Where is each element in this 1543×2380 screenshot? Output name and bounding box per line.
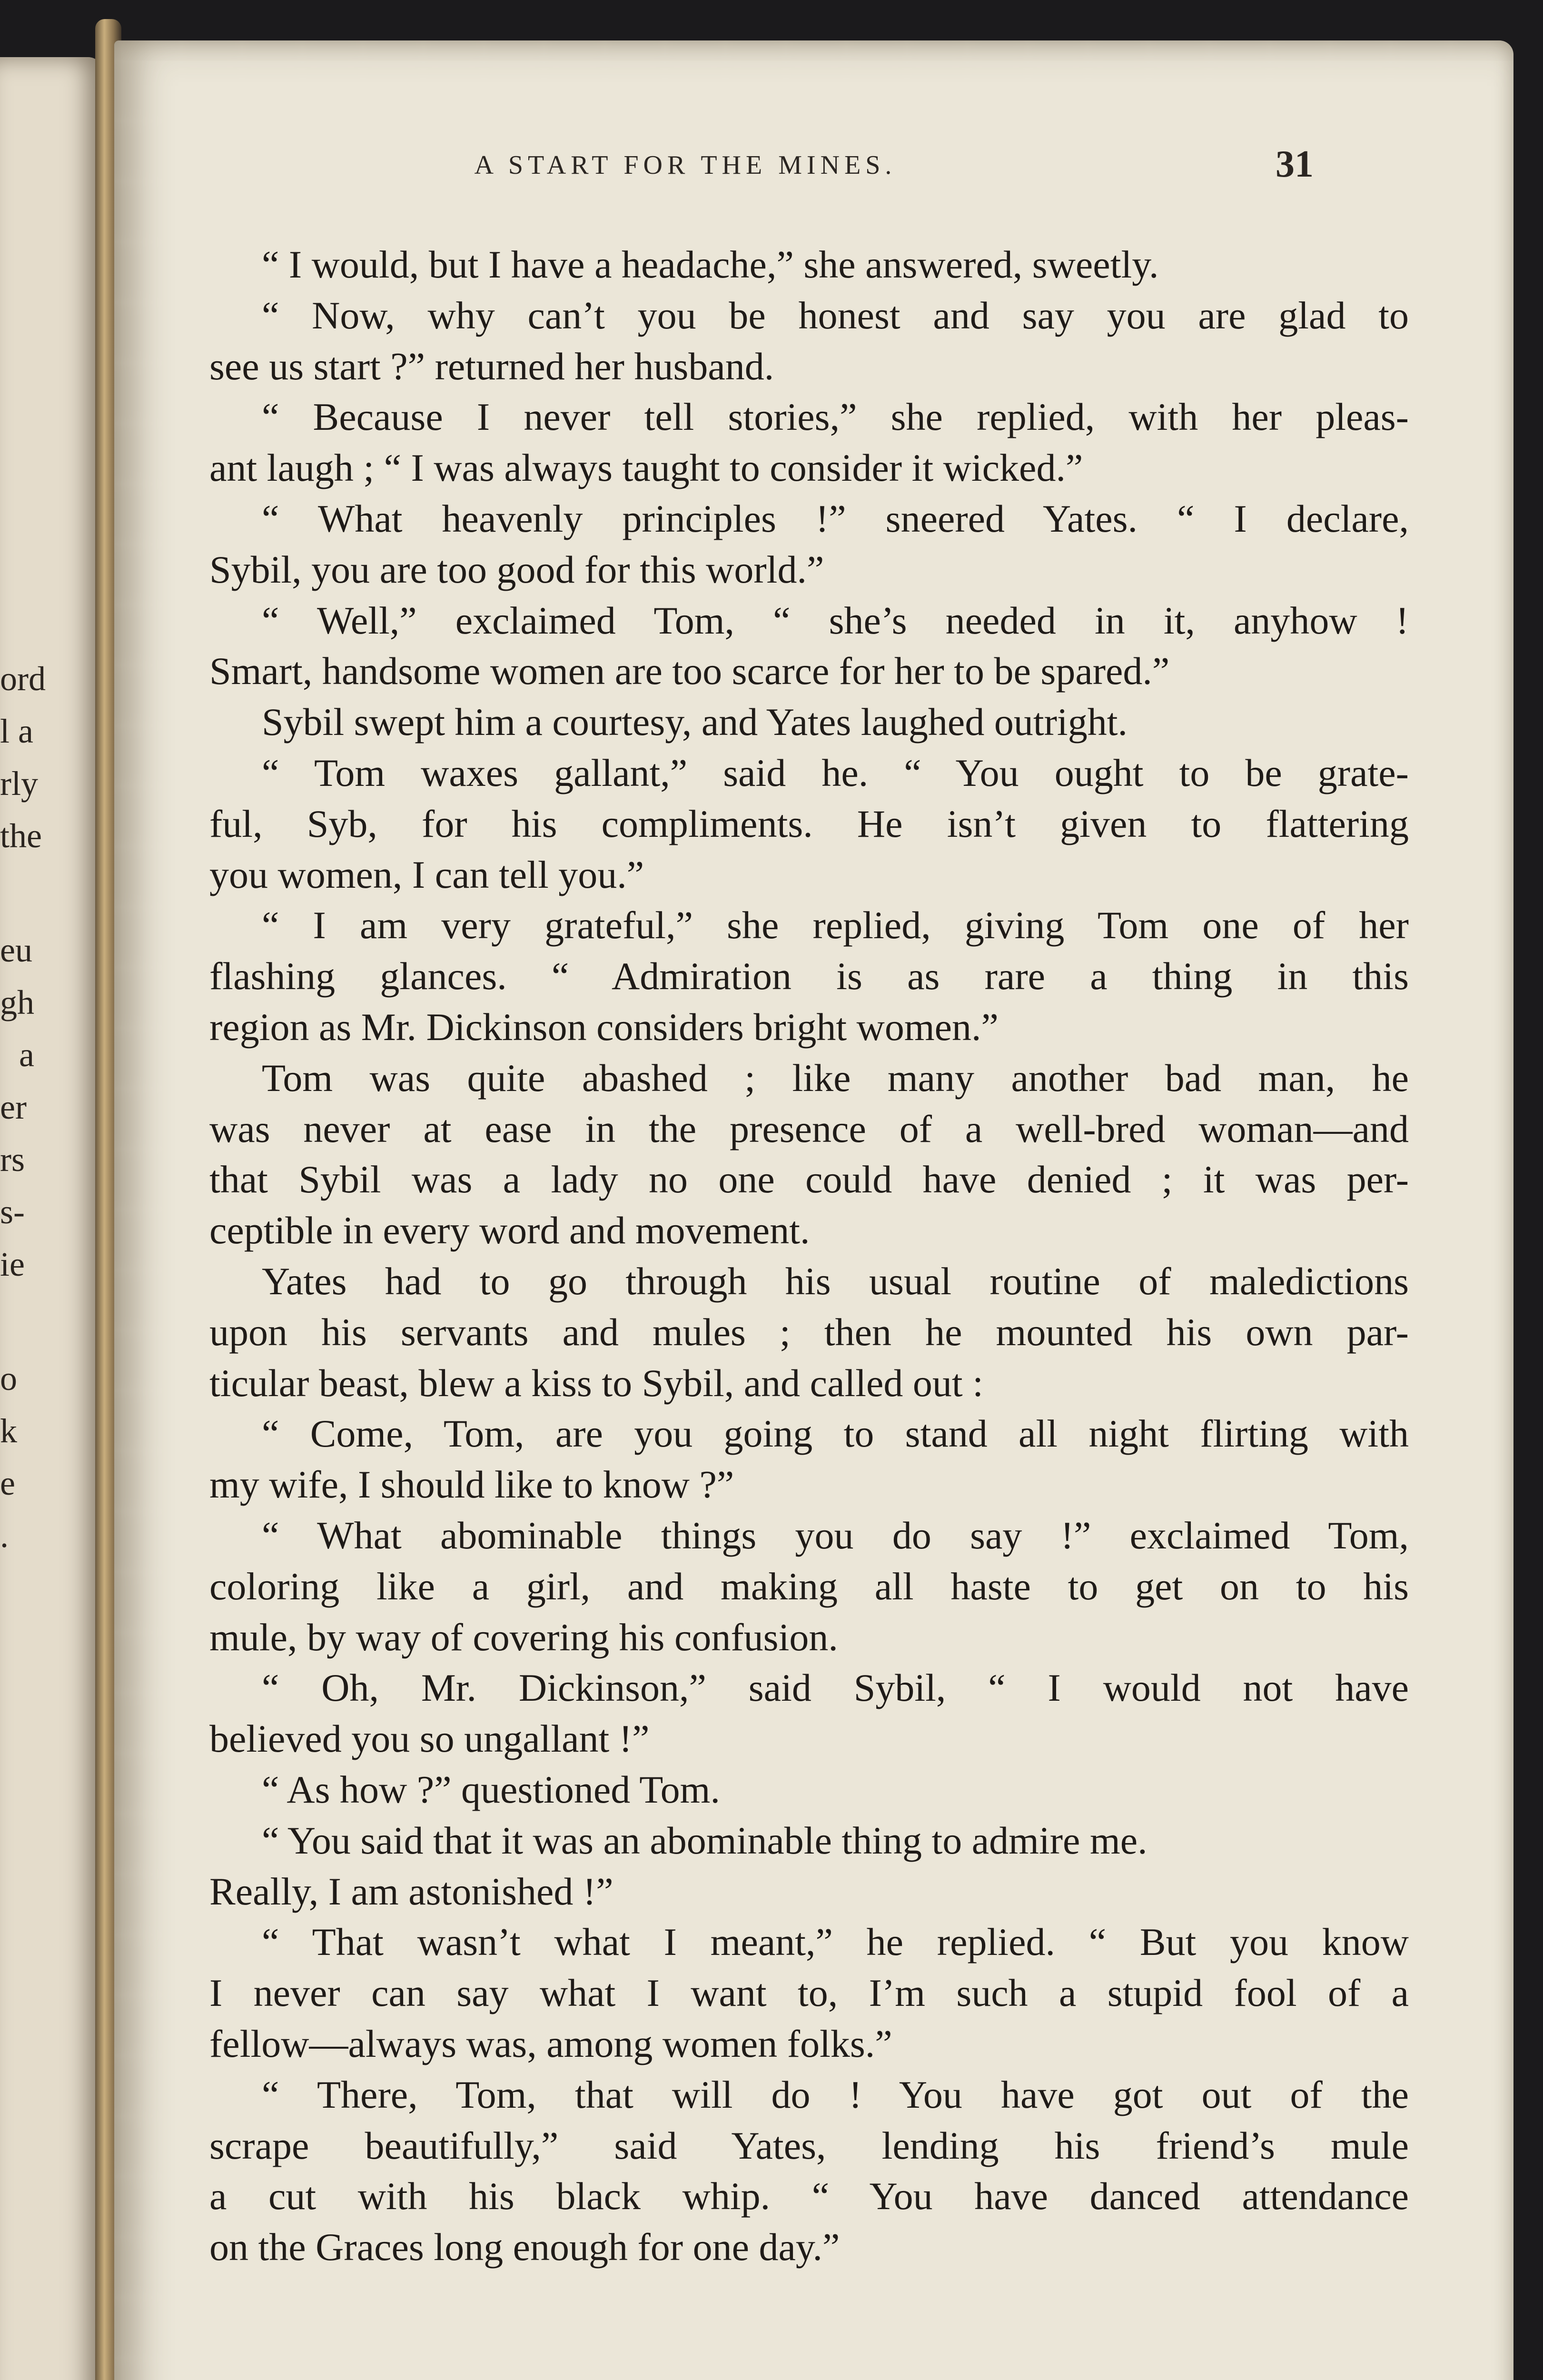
left-page-fragment: the — [0, 817, 42, 855]
text-line: “ Because I never tell stories,” she replied, with her pleas- — [262, 395, 1409, 439]
text-line: “ I am very grateful,” she replied, giving Tom one of her — [262, 903, 1409, 947]
text-line: was never at ease in the presence of a well-bred woman—and — [209, 1107, 1409, 1150]
left-page-fragment: a — [19, 1036, 34, 1074]
running-head: A START FOR THE MINES. — [474, 150, 897, 180]
text-line: “ Now, why can’t you be honest and say you are glad to — [262, 293, 1409, 337]
left-page-fragment: s- — [0, 1193, 25, 1231]
text-line: mule, by way of covering his confusion. — [209, 1615, 838, 1659]
text-line: “ I would, but I have a headache,” she answered, sweetly. — [262, 243, 1159, 286]
text-line: flashing glances. “ Admiration is as rare a thing in this — [209, 954, 1409, 998]
left-page-fragment: ie — [0, 1245, 25, 1283]
left-page-fragment: . — [0, 1517, 9, 1555]
book-page — [114, 40, 1513, 2380]
text-line: ant laugh ; “ I was always taught to consider it wicked.” — [209, 446, 1083, 490]
text-line: coloring like a girl, and making all haste to get on to his — [209, 1564, 1409, 1608]
left-page-fragment: l a — [0, 712, 33, 750]
text-line: I never can say what I want to, I’m such a stupid fool of a — [209, 1971, 1409, 2015]
text-line: Sybil, you are too good for this world.” — [209, 547, 824, 591]
text-line: “ Come, Tom, are you going to stand all night flirting with — [262, 1412, 1409, 1456]
text-line: see us start ?” returned her husband. — [209, 344, 774, 388]
text-line: “ There, Tom, that will do ! You have got out of the — [262, 2073, 1409, 2116]
left-page-fragment: er — [0, 1088, 27, 1126]
text-line: “ What abominable things you do say !” exclaimed Tom, — [262, 1514, 1409, 1557]
text-line: you women, I can tell you.” — [209, 853, 644, 896]
left-page-fragment: ord — [0, 660, 46, 698]
text-line: “ Well,” exclaimed Tom, “ she’s needed in it, anyhow ! — [262, 598, 1409, 642]
text-line: “ That wasn’t what I meant,” he replied. “ But you know — [262, 1920, 1409, 1964]
text-line: “ You said that it was an abominable thing to admire me. — [262, 1818, 1147, 1862]
text-line: region as Mr. Dickinson considers bright women.” — [209, 1005, 999, 1049]
page-number: 31 — [1276, 143, 1314, 185]
left-page-edge — [0, 57, 102, 2380]
left-page-fragment: k — [0, 1412, 17, 1450]
text-line: ceptible in every word and movement. — [209, 1209, 810, 1252]
left-page-fragment: rs — [0, 1140, 25, 1179]
text-line: “ Oh, Mr. Dickinson,” said Sybil, “ I would not have — [262, 1666, 1409, 1710]
text-line: Really, I am astonished !” — [209, 1869, 613, 1913]
text-line: believed you so ungallant !” — [209, 1717, 650, 1761]
left-page-fragment: rly — [0, 764, 38, 803]
text-line: “ What heavenly principles !” sneered Yates. “ I declare, — [262, 497, 1409, 540]
text-line: Sybil swept him a courtesy, and Yates laughed outright. — [262, 700, 1128, 744]
text-line: Smart, handsome women are too scarce for her to be spared.” — [209, 649, 1170, 693]
left-page-fragment: o — [0, 1359, 17, 1398]
text-line: scrape beautifully,” said Yates, lending his friend’s mule — [209, 2123, 1409, 2167]
left-page-fragment: e — [0, 1464, 15, 1502]
text-line: ticular beast, blew a kiss to Sybil, and called out : — [209, 1361, 983, 1405]
text-line: Tom was quite abashed ; like many another bad man, he — [262, 1056, 1409, 1100]
text-line: fellow—always was, among women folks.” — [209, 2022, 892, 2065]
text-line: Yates had to go through his usual routine of maledictions — [262, 1259, 1409, 1303]
body-text — [114, 40, 1513, 2380]
text-line: “ Tom waxes gallant,” said he. “ You ought to be grate- — [262, 751, 1409, 794]
text-line: my wife, I should like to know ?” — [209, 1463, 734, 1507]
text-line: a cut with his black whip. “ You have danced attendance — [209, 2174, 1409, 2218]
text-line: “ As how ?” questioned Tom. — [262, 1768, 720, 1811]
text-line: upon his servants and mules ; then he mounted his own par- — [209, 1310, 1409, 1354]
text-line: that Sybil was a lady no one could have denied ; it was per- — [209, 1158, 1409, 1201]
text-line: on the Graces long enough for one day.” — [209, 2225, 840, 2269]
left-page-fragment: eu — [0, 931, 32, 969]
left-page-fragment: gh — [0, 983, 34, 1021]
text-line: ful, Syb, for his compliments. He isn’t given to flattering — [209, 802, 1409, 845]
